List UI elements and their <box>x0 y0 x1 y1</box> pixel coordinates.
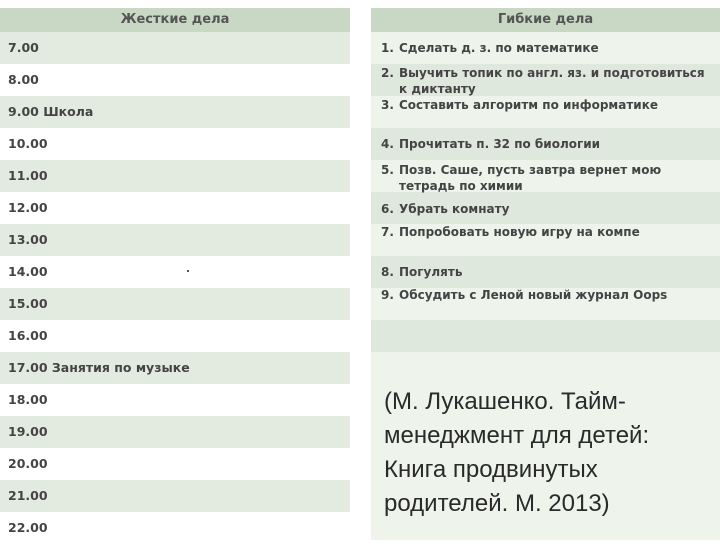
task-item: 2. Выучить топик по англ. яз. и подготовиться к диктанту <box>381 66 705 96</box>
time-row: 15.00 <box>0 288 350 320</box>
stray-dot <box>187 270 189 272</box>
task-item: 7. Попробовать новую игру на компе <box>381 225 640 239</box>
task-item: 5. Позв. Саше, пусть завтра вернет мою тетрадь по химии <box>381 163 662 193</box>
time-row: 11.00 <box>0 160 350 192</box>
time-row: 7.00 <box>0 32 350 64</box>
task-item: 8. Погулять <box>381 265 463 279</box>
hard-tasks-panel <box>0 8 350 540</box>
time-row: 16.00 <box>0 320 350 352</box>
time-row: 12.00 <box>0 192 350 224</box>
task-item: 4. Прочитать п. 32 по биологии <box>381 137 601 151</box>
time-row: 19.00 <box>0 416 350 448</box>
source-quote: (М. Лукашенко. Тайм-менеджмент для детей: Книга продвинутых родителей. М. 2013) <box>384 388 650 517</box>
time-row: 20.00 <box>0 448 350 480</box>
time-row: 13.00 <box>0 224 350 256</box>
time-row: 8.00 <box>0 64 350 96</box>
flexible-tasks-header: Гибкие дела <box>371 8 720 32</box>
time-row: 17.00 Занятия по музыке <box>0 352 350 384</box>
task-item: 6. Убрать комнату <box>381 202 510 216</box>
hard-tasks-header: Жесткие дела <box>0 8 350 32</box>
flexible-tasks-panel <box>371 8 720 540</box>
time-row: 9.00 Школа <box>0 96 350 128</box>
time-row: 21.00 <box>0 480 350 512</box>
task-item: 9. Обсудить с Леной новый журнал Oops <box>381 288 668 302</box>
task-item: 1. Сделать д. з. по математике <box>381 41 599 55</box>
task-item: 3. Составить алгоритм по информатике <box>381 98 658 112</box>
time-row: 18.00 <box>0 384 350 416</box>
time-row: 10.00 <box>0 128 350 160</box>
time-row: 14.00 <box>0 256 350 288</box>
time-row: 22.00 <box>0 512 350 544</box>
